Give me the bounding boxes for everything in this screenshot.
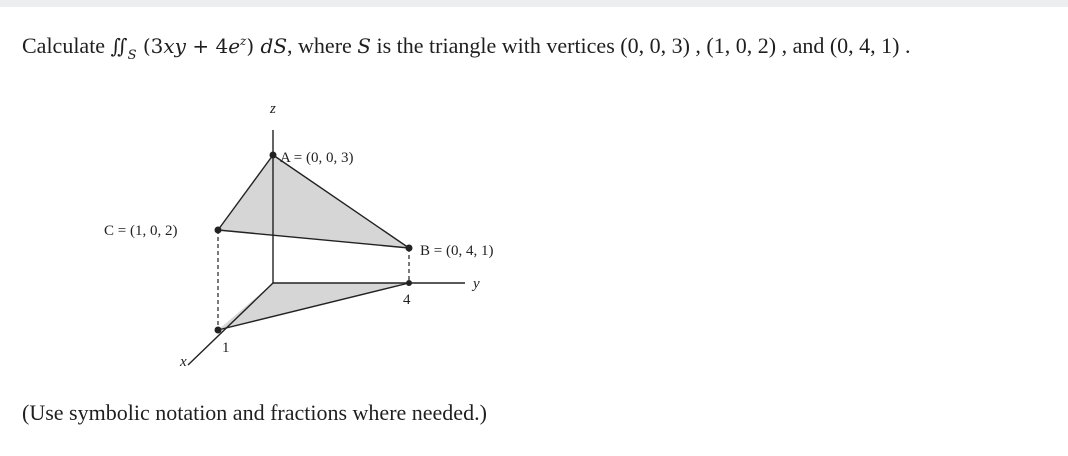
- integrand-exponent: z: [240, 34, 247, 48]
- surface-differential: dS: [260, 34, 288, 58]
- vertex-a-label: A = (0, 0, 3): [280, 150, 354, 166]
- z-axis-label: z: [270, 101, 276, 117]
- triangle-figure: [100, 90, 540, 380]
- surface-symbol: S: [357, 34, 371, 58]
- y-axis-label: y: [473, 276, 480, 292]
- integrand-xy: xy: [163, 34, 186, 58]
- vertex-b-dot: [406, 245, 413, 252]
- integrand-close: ): [246, 34, 255, 58]
- integrand-open: (3: [142, 34, 164, 58]
- x-axis-line: [188, 283, 273, 365]
- upper-triangle-face: [218, 155, 409, 248]
- vertex-c-label: C = (1, 0, 2): [104, 223, 178, 239]
- question-suffix-1: , where: [287, 33, 352, 58]
- projection-b-dot: [406, 280, 412, 286]
- integrand-e: e: [228, 34, 241, 58]
- vertex-a-dot: [270, 152, 277, 159]
- integrand-plus: + 4: [185, 34, 229, 58]
- question-suffix-2: is the triangle with vertices (0, 0, 3) , (1, 0, 2) , and (0, 4, 1) .: [376, 33, 911, 58]
- double-integral-sign: ∬: [110, 34, 128, 58]
- question-text: [22, 26, 910, 71]
- integral-domain: S: [127, 48, 137, 63]
- vertex-c-dot: [215, 227, 222, 234]
- answer-instructions: (Use symbolic notation and fractions where needed.): [22, 400, 487, 425]
- y-tick-label: 4: [403, 292, 411, 308]
- x-tick-label: 1: [222, 340, 230, 356]
- vertex-b-label: B = (0, 4, 1): [420, 243, 494, 259]
- triangle-figure-svg: [100, 90, 540, 380]
- integral-expression: [110, 34, 288, 63]
- top-divider-strip: [0, 0, 1068, 7]
- question-prefix: Calculate: [22, 33, 106, 58]
- projection-c-dot: [215, 327, 222, 334]
- x-axis-label: x: [180, 354, 187, 370]
